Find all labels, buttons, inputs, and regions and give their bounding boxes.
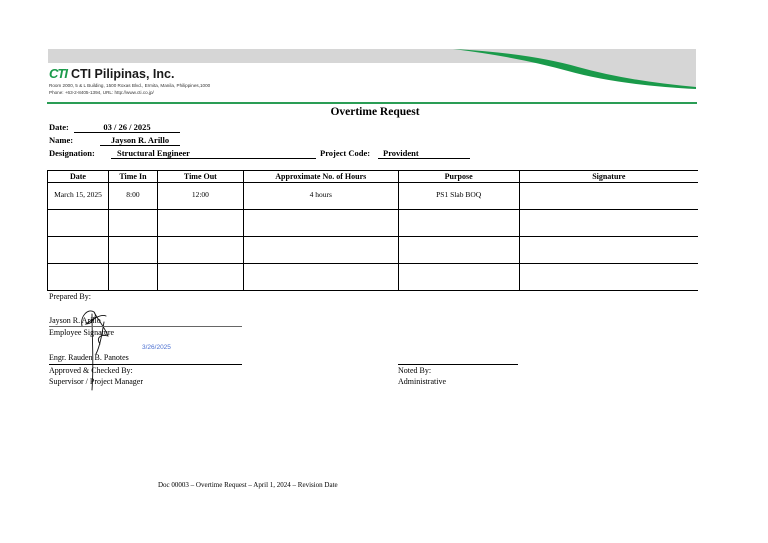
table-row — [48, 210, 699, 237]
company-address — [49, 82, 210, 96]
date-label: Date: — [49, 122, 69, 132]
col-time-in-header: Time In — [108, 171, 157, 183]
project-code-label: Project Code: — [320, 148, 371, 158]
cell-date[interactable] — [48, 264, 109, 291]
cell-hours[interactable] — [243, 237, 398, 264]
noted-by-signature-line — [398, 364, 518, 365]
cell-signature[interactable] — [519, 183, 698, 210]
col-time-out-header: Time Out — [157, 171, 243, 183]
cell-purpose[interactable] — [398, 237, 519, 264]
designation-label: Designation: — [49, 148, 95, 158]
logo-mark: CTI — [49, 66, 67, 81]
cell-date[interactable] — [48, 210, 109, 237]
employee-signature-line — [49, 326, 242, 327]
employee-name: Jayson R. Arillo — [49, 316, 101, 325]
company-logo — [49, 66, 174, 81]
document-footer: Doc 00003 – Overtime Request – April 1, 2024 – Revision Date — [158, 481, 338, 489]
table-header-row — [48, 171, 699, 183]
col-hours-header: Approximate No. of Hours — [243, 171, 398, 183]
designation-field[interactable]: Structural Engineer — [111, 148, 316, 159]
prepared-by-label: Prepared By: — [49, 292, 91, 301]
cell-purpose[interactable]: PS1 Slab BOQ — [398, 183, 519, 210]
cell-hours[interactable]: 4 hours — [243, 183, 398, 210]
noted-by-role: Administrative — [398, 377, 446, 386]
cell-time-out[interactable]: 12:00 — [157, 183, 243, 210]
cell-time-out[interactable] — [157, 237, 243, 264]
col-purpose-header: Purpose — [398, 171, 519, 183]
header-rule — [47, 102, 697, 104]
cell-time-out[interactable] — [157, 210, 243, 237]
supervisor-role: Supervisor / Project Manager — [49, 377, 143, 386]
cell-hours[interactable] — [243, 210, 398, 237]
date-field[interactable]: 03 / 26 / 2025 — [74, 122, 180, 133]
cell-time-in[interactable]: 8:00 — [108, 183, 157, 210]
table-row — [48, 237, 699, 264]
table-row — [48, 183, 699, 210]
address-line: Room 2000, 5 & L Building, 1500 Roxas Blvd., Ermita, Manila, Philippines,1000 — [49, 83, 211, 88]
col-date-header: Date — [48, 171, 109, 183]
project-code-field[interactable]: Provident — [378, 148, 470, 159]
cell-time-in[interactable] — [108, 264, 157, 291]
cell-signature[interactable] — [519, 210, 698, 237]
employee-signature-label: Employee Signature — [49, 328, 115, 337]
signed-date: 3/26/2025 — [142, 344, 171, 351]
approved-by-label: Approved & Checked By: — [49, 366, 133, 375]
noted-by-label: Noted By: — [398, 366, 432, 375]
supervisor-name: Engr. Rauden B. Panotes — [49, 353, 129, 362]
supervisor-signature-line — [49, 364, 242, 365]
cell-signature[interactable] — [519, 237, 698, 264]
col-signature-header: Signature — [519, 171, 698, 183]
overtime-table — [47, 170, 698, 291]
cell-purpose[interactable] — [398, 210, 519, 237]
cell-time-out[interactable] — [157, 264, 243, 291]
cell-date[interactable] — [48, 237, 109, 264]
cell-signature[interactable] — [519, 264, 698, 291]
table-row — [48, 264, 699, 291]
cell-hours[interactable] — [243, 264, 398, 291]
company-name: CTI Pilipinas, Inc. — [70, 66, 175, 81]
name-label: Name: — [49, 135, 74, 145]
contact-line: Phone: +63-2-8405-1394, URL: http://www.cti.co.jp/ — [49, 90, 154, 95]
cell-date[interactable]: March 15, 2025 — [48, 183, 109, 210]
form-title: Overtime Request — [330, 106, 420, 118]
name-field[interactable]: Jayson R. Arillo — [100, 135, 180, 146]
cell-purpose[interactable] — [398, 264, 519, 291]
cell-time-in[interactable] — [108, 210, 157, 237]
cell-time-in[interactable] — [108, 237, 157, 264]
